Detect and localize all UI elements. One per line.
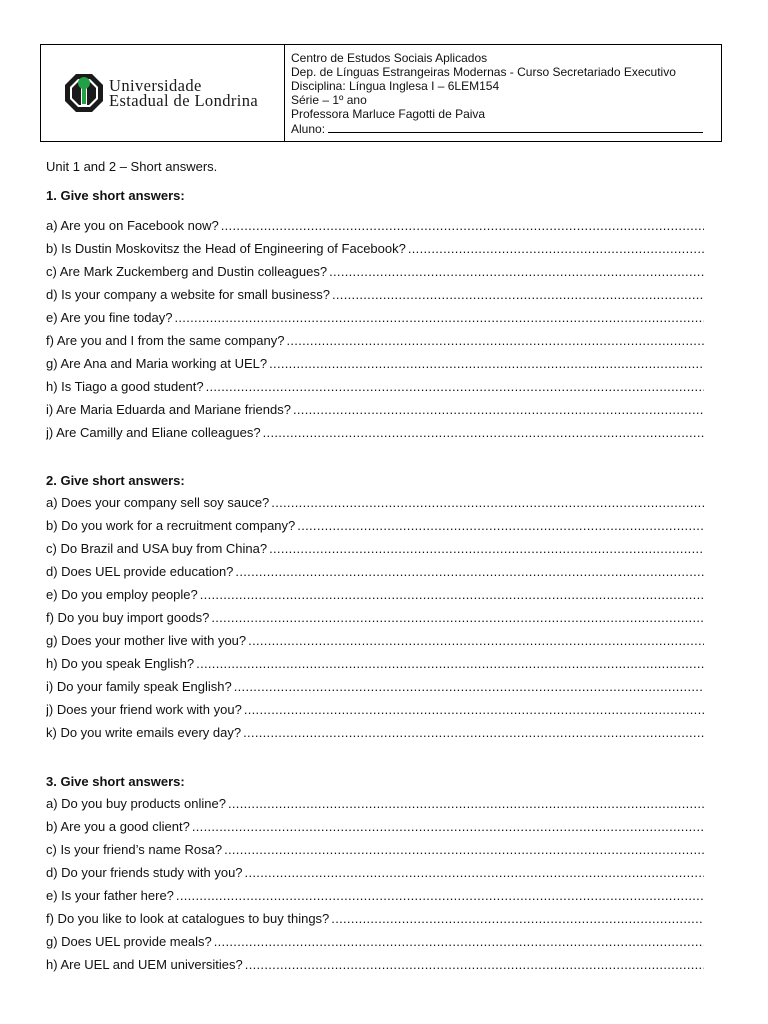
question-text: d) Is your company a website for small business? xyxy=(46,287,330,302)
answer-dotted-line[interactable] xyxy=(245,861,704,884)
question-row xyxy=(46,260,704,283)
question-row xyxy=(46,214,704,237)
question-row xyxy=(46,560,704,583)
question-text: c) Do Brazil and USA buy from China? xyxy=(46,541,268,556)
answer-dotted-line[interactable] xyxy=(293,398,704,421)
aluno-blank-line[interactable] xyxy=(328,121,703,133)
info-line-department: Dep. de Línguas Estrangeiras Modernas - Curso Secretariado Executivo xyxy=(291,65,676,79)
university-logo-icon xyxy=(63,72,105,114)
question-text: e) Do you employ people? xyxy=(46,587,198,602)
answer-dotted-line[interactable] xyxy=(234,675,704,698)
answer-dotted-line[interactable] xyxy=(297,514,704,537)
question-row xyxy=(46,398,704,421)
question-row xyxy=(46,375,704,398)
question-row xyxy=(46,306,704,329)
logo-wordmark xyxy=(109,78,258,108)
answer-dotted-line[interactable] xyxy=(244,698,704,721)
question-row xyxy=(46,514,704,537)
question-text: k) Do you write emails every day? xyxy=(46,725,242,740)
question-text: c) Is your friend’s name Rosa? xyxy=(46,842,223,857)
answer-dotted-line[interactable] xyxy=(269,352,704,375)
logo-cell xyxy=(41,45,285,141)
logo-line-1: Universidade xyxy=(109,76,202,95)
question-row xyxy=(46,861,704,884)
section-title: 3. Give short answers: xyxy=(46,774,185,789)
question-row xyxy=(46,884,704,907)
logo-line-2: Estadual de Londrina xyxy=(109,91,259,110)
question-text: a) Do you buy products online? xyxy=(46,796,226,811)
question-text: j) Are Camilly and Eliane colleagues? xyxy=(46,425,261,440)
question-row xyxy=(46,629,704,652)
question-text: e) Is your father here? xyxy=(46,888,174,903)
answer-dotted-line[interactable] xyxy=(263,421,704,444)
header-table xyxy=(40,44,722,142)
question-text: g) Does your mother live with you? xyxy=(46,633,247,648)
info-line-discipline: Disciplina: Língua Inglesa I – 6LEM154 xyxy=(291,79,500,93)
question-row xyxy=(46,421,704,444)
question-row xyxy=(46,283,704,306)
answer-dotted-line[interactable] xyxy=(200,583,704,606)
answer-dotted-line[interactable] xyxy=(408,237,704,260)
question-text: a) Does your company sell soy sauce? xyxy=(46,495,270,510)
answer-dotted-line[interactable] xyxy=(224,838,704,861)
answer-dotted-line[interactable] xyxy=(248,629,704,652)
question-row xyxy=(46,652,704,675)
question-text: a) Are you on Facebook now? xyxy=(46,218,219,233)
question-row xyxy=(46,237,704,260)
question-text: b) Do you work for a recruitment company? xyxy=(46,518,296,533)
question-text: f) Are you and I from the same company? xyxy=(46,333,285,348)
answer-dotted-line[interactable] xyxy=(228,792,704,815)
aluno-row xyxy=(291,121,721,135)
question-row xyxy=(46,675,704,698)
course-info xyxy=(285,45,721,141)
question-row xyxy=(46,815,704,838)
answer-dotted-line[interactable] xyxy=(243,721,704,744)
question-row xyxy=(46,930,704,953)
question-row xyxy=(46,698,704,721)
answer-dotted-line[interactable] xyxy=(332,283,704,306)
info-line-center: Centro de Estudos Sociais Aplicados xyxy=(291,51,488,65)
question-text: h) Are UEL and UEM universities? xyxy=(46,957,243,972)
answer-dotted-line[interactable] xyxy=(221,214,704,237)
answer-dotted-line[interactable] xyxy=(192,815,704,838)
question-text: j) Does your friend work with you? xyxy=(46,702,242,717)
question-text: f) Do you like to look at catalogues to buy things? xyxy=(46,911,330,926)
worksheet-body xyxy=(46,158,704,976)
question-row xyxy=(46,953,704,976)
question-row xyxy=(46,352,704,375)
section-title: 1. Give short answers: xyxy=(46,188,185,203)
question-row xyxy=(46,606,704,629)
answer-dotted-line[interactable] xyxy=(211,606,704,629)
answer-dotted-line[interactable] xyxy=(286,329,704,352)
question-text: i) Are Maria Eduarda and Mariane friends? xyxy=(46,402,291,417)
answer-dotted-line[interactable] xyxy=(214,930,704,953)
answer-dotted-line[interactable] xyxy=(176,884,704,907)
answer-dotted-line[interactable] xyxy=(329,260,704,283)
question-text: b) Are you a good client? xyxy=(46,819,190,834)
question-text: h) Do you speak English? xyxy=(46,656,195,671)
answer-dotted-line[interactable] xyxy=(206,375,704,398)
question-text: g) Does UEL provide meals? xyxy=(46,934,212,949)
question-row xyxy=(46,721,704,744)
question-text: d) Does UEL provide education? xyxy=(46,564,234,579)
question-row xyxy=(46,537,704,560)
answer-dotted-line[interactable] xyxy=(245,953,704,976)
question-text: g) Are Ana and Maria working at UEL? xyxy=(46,356,268,371)
question-text: c) Are Mark Zuckemberg and Dustin colleagues? xyxy=(46,264,328,279)
question-row xyxy=(46,792,704,815)
question-row xyxy=(46,907,704,930)
answer-dotted-line[interactable] xyxy=(331,907,704,930)
worksheet-subtitle: Unit 1 and 2 – Short answers. xyxy=(46,159,218,174)
question-row xyxy=(46,838,704,861)
info-line-teacher: Professora Marluce Fagotti de Paiva xyxy=(291,107,486,121)
answer-dotted-line[interactable] xyxy=(235,560,704,583)
question-text: d) Do your friends study with you? xyxy=(46,865,243,880)
answer-dotted-line[interactable] xyxy=(196,652,704,675)
question-text: h) Is Tiago a good student? xyxy=(46,379,204,394)
question-text: f) Do you buy import goods? xyxy=(46,610,210,625)
question-text: b) Is Dustin Moskovitsz the Head of Engineering of Facebook? xyxy=(46,241,406,256)
question-text: i) Do your family speak English? xyxy=(46,679,232,694)
question-row xyxy=(46,329,704,352)
question-text: e) Are you fine today? xyxy=(46,310,173,325)
answer-dotted-line[interactable] xyxy=(269,537,704,560)
info-line-series: Série – 1º ano xyxy=(291,93,367,107)
section-title: 2. Give short answers: xyxy=(46,473,185,488)
question-row xyxy=(46,583,704,606)
answer-dotted-line[interactable] xyxy=(174,306,704,329)
aluno-label: Aluno: xyxy=(291,122,326,136)
question-row xyxy=(46,491,704,514)
answer-dotted-line[interactable] xyxy=(271,491,704,514)
